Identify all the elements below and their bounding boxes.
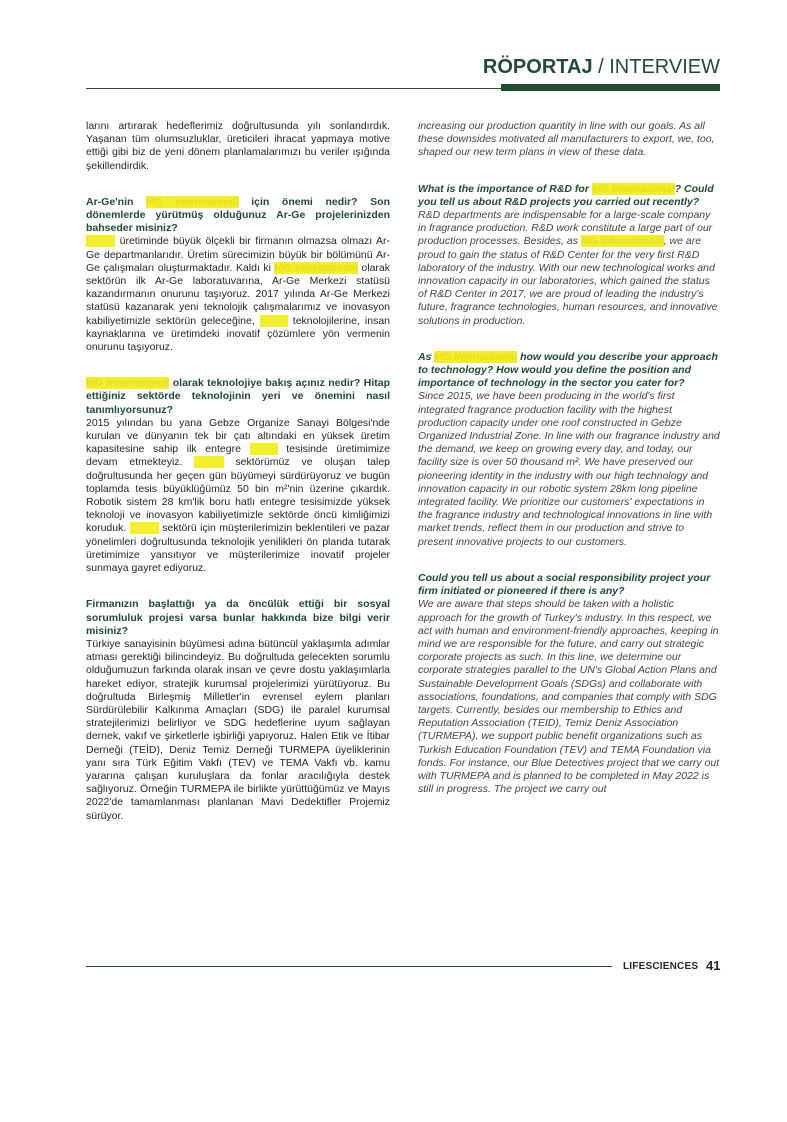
redacted-word: Esans	[194, 456, 224, 469]
turkish-column	[86, 120, 390, 823]
question-heading: Could you tell us about a social responsibility project your firm initiated or pioneered if there is any?	[418, 571, 711, 598]
answer-paragraph: Since 2015, we have been producing in the world's first integrated fragrance production facility with the highest production capacity under one roof constructed in Gebze Organized Industrial Zone. In line with our fragrance industry and the demand, we keep on growing every day, and today, our facility size is over 50 thousand m². We have preserved our pioneering identity in the industry with our high technology and innovation capacity in our robotic system 28km long pipeline integrated facility. We prioritize our customers' expectations in the fragrance industry and technological innovations in line with market trends, reflect them in our production and strive to present innovative projects to our customers.	[418, 390, 720, 548]
answer-paragraph: R&D departments are indispensable for a large-scale company in fragrance production. R&D work constitute a large part of our production processes. Besides, as MG International, we are proud to gain the status of R&D Center for the very first R&D laboratory of the industry. With our new technological works and innovation capacity in our laboratories, which gained the status of R&D Center in 2017, we are proud of leading the industry's future, fragrance technologies, human resources, and innovative solutions in production.	[418, 209, 718, 327]
page-number: 41	[706, 958, 721, 973]
redacted-company-name: MG International	[580, 235, 664, 248]
answer-paragraph: 2015 yılından bu yana Gebze Organize Sanayi Bölgesi'nde kurulan ve dünyanın tek bir çatı altındaki en yüksek üretim kapasitesine sahip ilk entegre esans tesisinde üretimimize devam etmekteyiz. Esans sektörümüz ve oluşan talep doğrultusunda her geçen gün büyümeyi sürdürüyoruz ve bugün toplamda tesis büyüklüğümüz 50 bin m²'nin üzerine çıkardık. Robotik sistem 28 km'lik boru hatlı entegre tesisimizde yüksek teknoloji ve inovasyon kabiliyetimizle sektörde öncü kimliğimizi koruduk. Esans sektörü için müşterilerimizin beklentileri ve pazar yönelimleri doğrultusunda teknolojik yenilikleri ön planda tutarak üretimimize yansıtıyor ve müşterilerimize inovatif projeler sunmaya gayret ediyoruz.	[86, 416, 391, 575]
footer-rule	[86, 966, 612, 967]
redacted-word: Esans	[86, 235, 116, 248]
header-accent-bar	[501, 84, 720, 91]
redacted-company-name: MG International	[434, 350, 518, 363]
answer-paragraph: Esans üretiminde büyük ölçekli bir firmanın olmazsa olmazı Ar-Ge departmanlarıdır. Üretim sürecimizin büyük bir bölümünü Ar-Ge çalışmaları oluşturmaktadır. Kaldı ki MG International olarak sektörün ilk Ar-Ge laboratuvarına, Ar-Ge Merkezi statüsü kazandırmanın onurunu taşıyoruz. 2017 yılında Ar-Ge Merkezi statüsü kazanarak yeni teknolojik çalışmalarımız ve inovasyon kabiliyetimizle sektörün geleceğine, esans teknolojilerine, insan kaynaklarına ve üretimdeki inovatif çözümlere yön vermenin onurunu taşıyoruz.	[86, 235, 391, 354]
redacted-company-name: MG International	[146, 195, 239, 208]
magazine-name: LIFESCIENCES	[623, 961, 699, 972]
redacted-company-name: MG International	[274, 261, 358, 274]
answer-paragraph: Türkiye sanayisinin büyümesi adına bütüncül yaklaşımla adımlar atması gerektiği bilincindeyiz. Bu doğrultuda gelecekten sorumlu olduğumuzun farkında olarak insan ve çevre dostu yaklaşımlarla hareket ediyor, stratejik kurumsal projelerimizi yürütüyoruz. Bu doğrultuda Birleşmiş Milletler'in evrensel eylem planları Sürdürülebilir Kalkınma Amaçları (SDG) ile paralel kurumsal stratejilerimizi belirliyor ve SDG hedeflerine uyum sağlayan dernek, vakıf ve şirketlerle işbirliği yapıyoruz. Halen Etik ve İtibar Derneği (TEİD), Deniz Temiz Derneği TURMEPA üyeliklerinin yanı sıra Türk Eğitim Vakfı (TEV) ve TEMA Vakfı vb. kamu yararına çalışan kuruluşlara da fonlar aracılığıyla destek sağlıyoruz. Örneğin TURMEPA ile birlikte yürüttüğümüz ve Mayıs 2022'de tamamlanması planlanan Mavi Dedektifler Projemiz sürüyor.	[86, 637, 390, 822]
question-heading: Ar-Ge'nin MG International için önemi nedir? Son dönemlerde yürütmüş olduğunuz Ar-Ge projelerinizden bahseder misiniz?	[86, 195, 390, 235]
paragraph: larını artırarak hedeflerimiz doğrultusunda yılı sonlandırdık. Yaşanan tüm olumsuzluklar, üreticileri ihracat yapmaya motive ettiği gibi biz de yeni dönem planlamalarımızı bu veriler ışığında şekillendirdik.	[86, 120, 390, 172]
english-column	[418, 120, 720, 796]
paragraph: increasing our production quantity in line with our goals. As all these downsides motivated all manufacturers to export, we, too, shaped our new term plans in view of these data.	[418, 120, 715, 159]
redacted-company-name: MG International	[591, 182, 675, 195]
question-heading: Firmanızın başlattığı ya da öncülük ettiği bir sosyal sorumluluk projesi varsa bunlar hakkında bize bilgi verir misiniz?	[86, 598, 390, 637]
redacted-word: Esans	[129, 522, 159, 535]
answer-paragraph: We are aware that steps should be taken with a holistic approach for the growth of Turkey's industry. In this respect, we act with human and environment-friendly approaches, keeping in mind we are responsible for the future, and carry out strategic corporate projects as such. In this line, we determine our corporate strategies parallel to the UN's Global Action Plans and Sustainable Development Goals (SDGs) and collaborate with associations, foundations, and companies that comply with SDG targets. Currently, besides our membership to Ethics and Reputation Association (TEID), Temiz Deniz Association (TURMEPA), we support public benefit organizations such as Turkish Education Foundation (TEV) and TEMA Foundation via fonds. For instance, our Blue Detectives project that we carry out with TURMEPA and is planned to be completed in May 2022 is still in progress. The project we carry out	[418, 598, 720, 796]
question-heading: As MG International how would you describe your approach to technology? How would you define the position and importance of technology in the sector you cater for?	[418, 350, 718, 390]
question-heading: MG International olarak teknolojiye bakış açınız nedir? Hitap ettiğiniz sektörde teknolojinin yeri ve önemini nasıl tanımlıyorsunuz?	[86, 377, 390, 416]
header-rule	[86, 88, 502, 89]
redacted-word: esans	[249, 443, 278, 456]
redacted-company-name: MG International	[86, 377, 170, 390]
section-title: RÖPORTAJ / INTERVIEW	[482, 56, 720, 78]
redacted-word: esans	[259, 314, 288, 327]
question-heading: What is the importance of R&D for MG International? Could you tell us about R&D projects you carried out recently?	[418, 182, 714, 208]
